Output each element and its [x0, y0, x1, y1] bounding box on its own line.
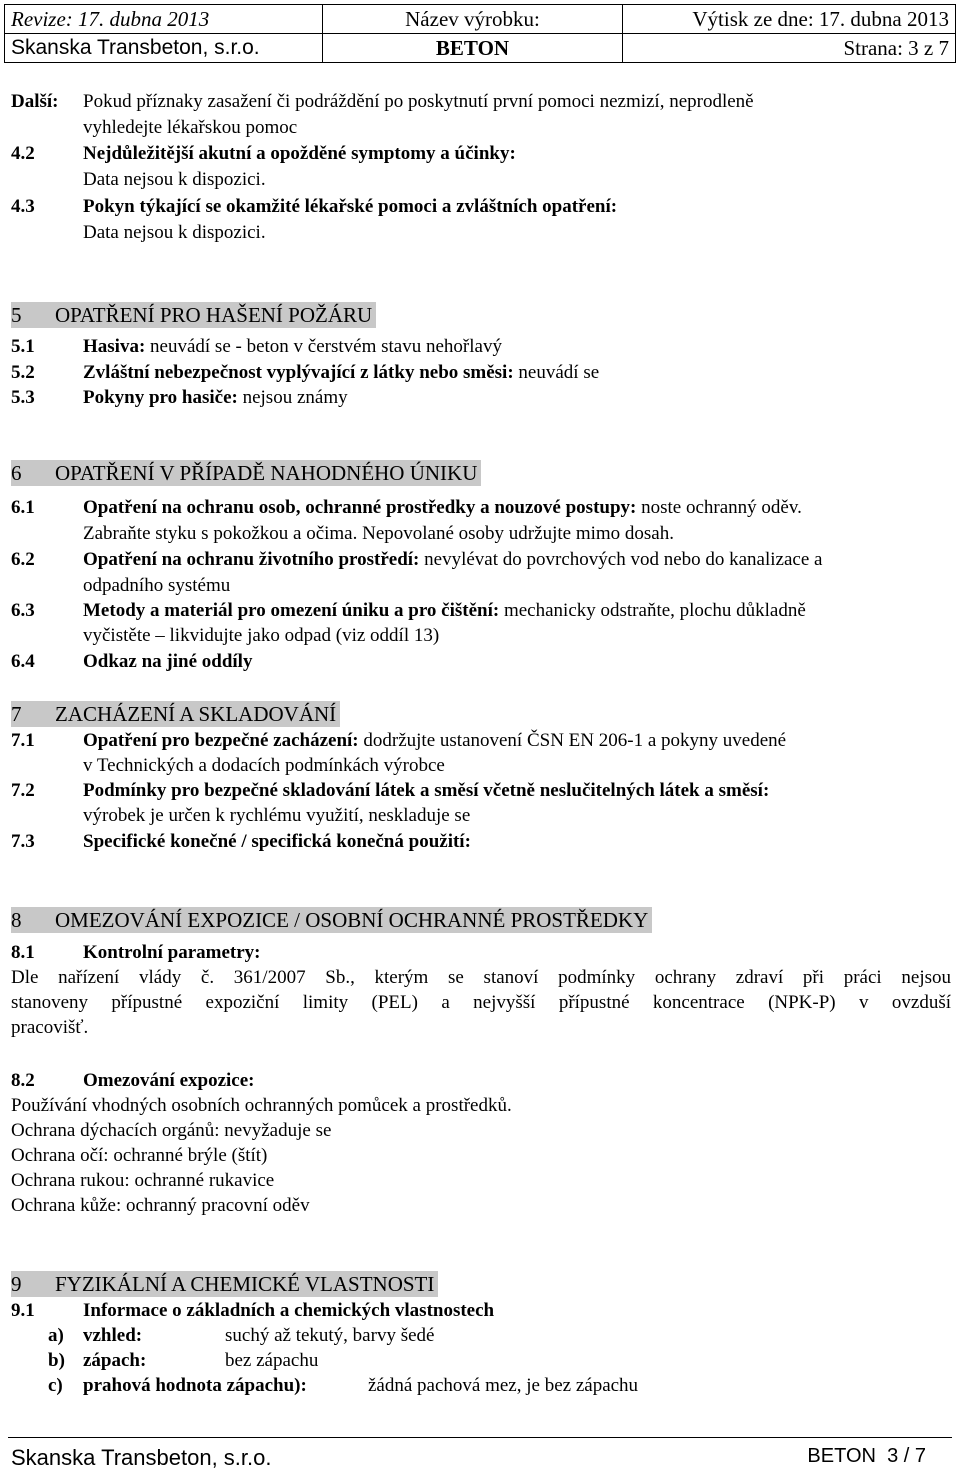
s8-item-1-label: Kontrolní parametry: — [83, 942, 261, 963]
footer-product: BETON — [807, 1445, 876, 1467]
s4-item-3-text: Data nejsou k dispozici. — [83, 222, 266, 243]
footer — [11, 1445, 926, 1471]
s7-item-2-text-2: výrobek je určen k rychlému využití, neskladuje se — [83, 805, 471, 826]
s9-a-value: suchý až tekutý, barvy šedé — [225, 1325, 435, 1346]
s6-item-1-label: Opatření na ochranu osob, ochranné prostředky a nouzové postupy: — [83, 497, 637, 518]
section-8-heading — [11, 907, 652, 933]
s8-list-4: Ochrana rukou: ochranné rukavice — [11, 1170, 275, 1191]
section-8-title: OMEZOVÁNÍ EXPOZICE / OSOBNÍ OCHRANNÉ PROSTŘEDKY — [55, 908, 649, 932]
s6-item-1-num: 6.1 — [11, 497, 35, 518]
s8-list-1: Používání vhodných osobních ochranných pomůcek a prostředků. — [11, 1095, 512, 1116]
section-7-heading — [11, 701, 340, 727]
s6-item-3-text-2: vyčistěte – likvidujte jako odpad (viz oddíl 13) — [83, 625, 440, 646]
s4-item-3-num: 4.3 — [11, 196, 35, 217]
header-page: Strana: 3 z 7 — [623, 34, 956, 63]
s7-item-1-label: Opatření pro bezpečné zacházení: — [83, 730, 359, 751]
s6-item-1 — [11, 496, 802, 520]
s6-item-3 — [11, 599, 806, 623]
s8-item-2-label: Omezování expozice: — [83, 1070, 255, 1091]
s6-item-1-text-2: Zabraňte styku s pokožkou a očima. Nepovolané osoby udržujte mimo dosah. — [83, 523, 674, 544]
s8-list-2: Ochrana dýchacích orgánů: nevyžaduje se — [11, 1120, 332, 1141]
section-9-num: 9 — [11, 1272, 22, 1296]
s5-item-1-text: neuvádí se - beton v čerstvém stavu nehořlavý — [145, 336, 502, 357]
s8-item-1 — [11, 941, 261, 965]
s8-paragraph-line-2: stanoveny přípustné expoziční limity (PEL) a nejvyšší přípustné koncentrace (NPK-P) v ovzduší — [11, 992, 951, 1013]
s6-item-3-label: Metody a materiál pro omezení úniku a pro čištění: — [83, 600, 500, 621]
s4-item-2-label: Nejdůležitější akutní a opožděné symptomy a účinky: — [83, 143, 516, 164]
s7-item-2 — [11, 779, 769, 803]
header-revision: Revize: 17. dubna 2013 — [5, 5, 323, 34]
s6-item-3-text: mechanicky odstraňte, plochu důkladně — [499, 600, 806, 621]
s7-item-3-num: 7.3 — [11, 831, 35, 852]
s6-item-2-text-2: odpadního systému — [83, 575, 231, 596]
s8-item-1-num: 8.1 — [11, 942, 35, 963]
s7-item-1-text: dodržujte ustanovení ČSN EN 206-1 a pokyny uvedené — [358, 730, 787, 751]
s9-item-1-num: 9.1 — [11, 1300, 35, 1321]
s5-item-3-label: Pokyny pro hasiče: — [83, 387, 238, 408]
section-8-num: 8 — [11, 908, 22, 932]
s4-item-2-text: Data nejsou k dispozici. — [83, 169, 266, 190]
footer-divider — [8, 1437, 952, 1438]
section-5-heading — [11, 302, 376, 328]
s5-item-2-num: 5.2 — [11, 362, 35, 383]
s6-item-2-label: Opatření na ochranu životního prostředí: — [83, 549, 420, 570]
s4-item-3 — [11, 195, 617, 219]
header-printed: Výtisk ze dne: 17. dubna 2013 — [623, 5, 956, 34]
s8-item-2-num: 8.2 — [11, 1070, 35, 1091]
section-6-num: 6 — [11, 461, 22, 485]
s4-other-text-2: vyhledejte lékařskou pomoc — [83, 117, 298, 138]
s9-b-key: b) — [48, 1350, 65, 1371]
s8-item-2 — [11, 1069, 254, 1093]
s7-item-3-label: Specifické konečné / specifická konečná použití: — [83, 831, 471, 852]
s8-paragraph-line-3: pracovišť. — [11, 1017, 89, 1038]
s9-a-label: vzhled: — [83, 1325, 143, 1346]
header-company: Skanska Transbeton, s.r.o. — [5, 34, 323, 63]
section-7-num: 7 — [11, 702, 22, 726]
s5-item-1-num: 5.1 — [11, 336, 35, 357]
s5-item-2-label: Zvláštní nebezpečnost vyplývající z látky nebo směsi: — [83, 362, 514, 383]
s5-item-3-text: nejsou známy — [237, 387, 348, 408]
s9-item-1 — [11, 1299, 494, 1323]
s7-item-3 — [11, 830, 471, 854]
footer-right — [807, 1445, 926, 1468]
s8-list-5: Ochrana kůže: ochranný pracovní oděv — [11, 1195, 310, 1216]
s5-item-3-num: 5.3 — [11, 387, 35, 408]
s6-item-4 — [11, 650, 252, 674]
header-product: BETON — [323, 34, 623, 63]
s9-c-value: žádná pachová mez, je bez zápachu — [368, 1375, 639, 1396]
s7-item-1-text-2: v Technických a dodacích podmínkách výrobce — [83, 755, 445, 776]
footer-page: 3 / 7 — [887, 1445, 926, 1467]
s6-item-4-num: 6.4 — [11, 651, 35, 672]
section-6-title: OPATŘENÍ V PŘÍPADĚ NAHODNÉHO ÚNIKU — [55, 461, 478, 485]
s9-a-key: a) — [48, 1325, 64, 1346]
s9-c-key: c) — [48, 1375, 63, 1396]
s9-b-value: bez zápachu — [225, 1350, 319, 1371]
s5-item-2-text: neuvádí se — [513, 362, 600, 383]
s6-item-2-num: 6.2 — [11, 549, 35, 570]
section-9-heading — [11, 1271, 438, 1297]
s8-list-3: Ochrana očí: ochranné brýle (štít) — [11, 1145, 268, 1166]
section-7-title: ZACHÁZENÍ A SKLADOVÁNÍ — [55, 702, 337, 726]
s6-item-1-text: noste ochranný oděv. — [636, 497, 802, 518]
s7-item-1-num: 7.1 — [11, 730, 35, 751]
section-5-num: 5 — [11, 303, 22, 327]
s4-other-label: Další: — [11, 91, 59, 112]
s5-item-2 — [11, 361, 599, 385]
s7-item-2-label: Podmínky pro bezpečné skladování látek a směsí včetně neslučitelných látek a směsí: — [83, 780, 770, 801]
s4-item-2 — [11, 142, 516, 166]
header-product-label: Název výrobku: — [323, 5, 623, 34]
s6-item-2-text: nevylévat do povrchových vod nebo do kanalizace a — [419, 549, 823, 570]
section-6-heading — [11, 460, 481, 486]
s7-item-2-num: 7.2 — [11, 780, 35, 801]
s6-item-3-num: 6.3 — [11, 600, 35, 621]
s9-item-1-label: Informace o základních a chemických vlastnostech — [83, 1300, 495, 1321]
s6-item-4-label: Odkaz na jiné oddíly — [83, 651, 253, 672]
section-5-title: OPATŘENÍ PRO HAŠENÍ POŽÁRU — [55, 303, 373, 327]
s4-other — [11, 90, 754, 114]
footer-company: Skanska Transbeton, s.r.o. — [11, 1445, 272, 1470]
s4-other-text-1: Pokud příznaky zasažení či podráždění po poskytnutí první pomoci nezmizí, neprodleně — [83, 91, 754, 112]
s9-b-label: zápach: — [83, 1350, 147, 1371]
s5-item-1-label: Hasiva: — [83, 336, 146, 357]
s7-item-1 — [11, 729, 786, 753]
s5-item-1 — [11, 335, 502, 359]
header-table — [4, 4, 956, 63]
s4-item-2-num: 4.2 — [11, 143, 35, 164]
s5-item-3 — [11, 386, 348, 410]
s8-paragraph-line-1: Dle nařízení vlády č. 361/2007 Sb., kterým se stanoví podmínky ochrany zdraví při práci nejsou — [11, 967, 951, 988]
s4-item-3-label: Pokyn týkající se okamžité lékařské pomoci a zvláštních opatření: — [83, 196, 618, 217]
s6-item-2 — [11, 548, 822, 572]
section-9-title: FYZIKÁLNÍ A CHEMICKÉ VLASTNOSTI — [55, 1272, 435, 1296]
s9-c-label: prahová hodnota zápachu): — [83, 1375, 307, 1396]
